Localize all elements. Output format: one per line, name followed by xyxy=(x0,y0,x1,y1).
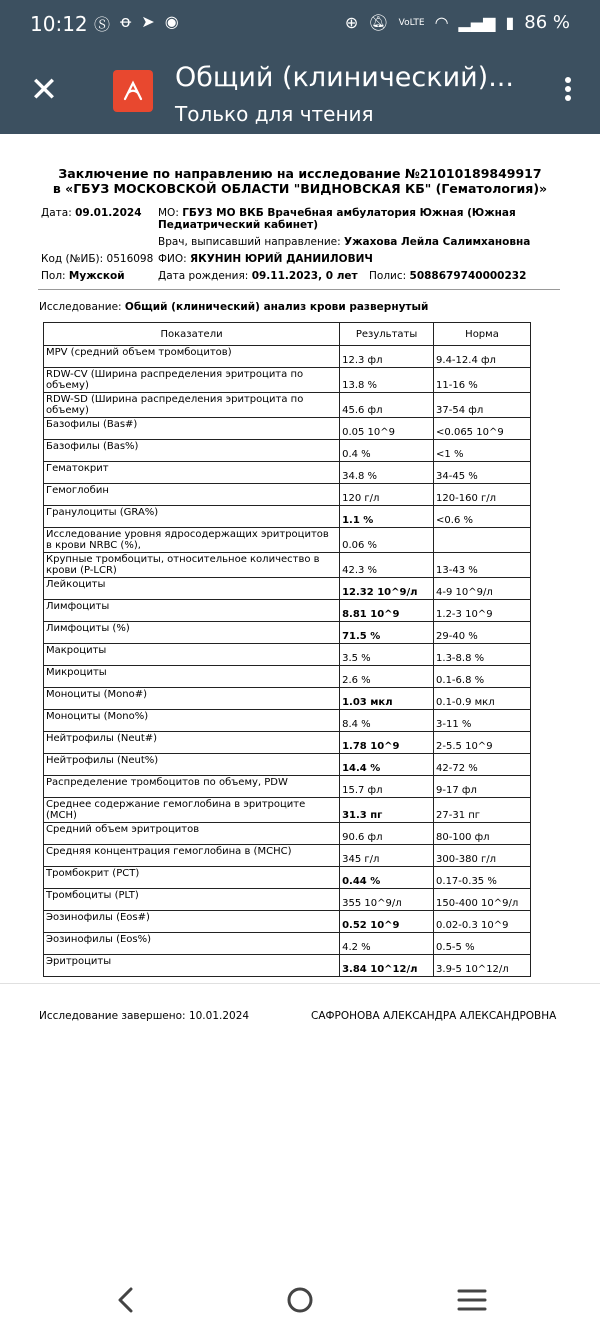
row-norm: 1.2-3 10^9 xyxy=(434,600,531,622)
row-result: 4.2 % xyxy=(340,933,434,955)
table-row xyxy=(44,368,531,393)
table-row xyxy=(44,688,531,710)
table-row xyxy=(44,823,531,845)
row-indicator: Лимфоциты (%) xyxy=(44,622,340,644)
mute-icon: 🔕︎ xyxy=(368,13,389,32)
row-result: 0.52 10^9 xyxy=(340,911,434,933)
row-indicator: Нейтрофилы (Neut%) xyxy=(44,754,340,776)
row-result: 0.06 % xyxy=(340,528,434,553)
table-row xyxy=(44,732,531,754)
table-row xyxy=(44,867,531,889)
row-result: 1.03 мкл xyxy=(340,688,434,710)
row-norm: 120-160 г/л xyxy=(434,484,531,506)
row-indicator: Крупные тромбоциты, относительное количество в крови (P-LCR) xyxy=(44,553,340,578)
pdf-icon xyxy=(113,70,153,112)
more-options-icon[interactable] xyxy=(558,74,578,110)
row-result: 1.1 % xyxy=(340,506,434,528)
row-norm: 0.1-0.9 мкл xyxy=(434,688,531,710)
row-norm: 3-11 % xyxy=(434,710,531,732)
battery-level: 86 % xyxy=(524,12,570,33)
row-norm: 0.17-0.35 % xyxy=(434,867,531,889)
row-indicator: Гранулоциты (GRA%) xyxy=(44,506,340,528)
row-indicator: Исследование уровня ядросодержащих эритроцитов в крови NRBC (%), xyxy=(44,528,340,553)
row-result: 3.5 % xyxy=(340,644,434,666)
row-result: 71.5 % xyxy=(340,622,434,644)
sex-field: Пол: Мужской xyxy=(41,270,125,282)
row-norm: 27-31 пг xyxy=(434,798,531,823)
code-field: Код (№ИБ): 0516098 xyxy=(41,253,154,265)
row-result: 0.05 10^9 xyxy=(340,418,434,440)
divider xyxy=(38,289,560,290)
document-heading-line1: Заключение по направлению на исследование №21010189849917 xyxy=(58,166,542,181)
row-norm: 13-43 % xyxy=(434,553,531,578)
row-indicator: MPV (средний объем тромбоцитов) xyxy=(44,346,340,368)
row-result: 13.8 % xyxy=(340,368,434,393)
data-saver-icon: ⊕ xyxy=(344,13,359,32)
status-bar xyxy=(0,0,600,48)
table-row xyxy=(44,622,531,644)
table-row xyxy=(44,528,531,553)
row-result: 1.78 10^9 xyxy=(340,732,434,754)
row-norm: <0.065 10^9 xyxy=(434,418,531,440)
row-result: 0.4 % xyxy=(340,440,434,462)
row-result: 45.6 фл xyxy=(340,393,434,418)
row-indicator: Базофилы (Bas#) xyxy=(44,418,340,440)
document-heading-line2: в «ГБУЗ МОСКОВСКОЙ ОБЛАСТИ "ВИДНОВСКАЯ КБ" (Гематология)» xyxy=(52,181,548,196)
row-indicator: RDW-CV (Ширина распределения эритроцита по объему) xyxy=(44,368,340,393)
app-bar xyxy=(0,48,600,134)
row-norm: 300-380 г/л xyxy=(434,845,531,867)
row-indicator: Эозинофилы (Eos%) xyxy=(44,933,340,955)
row-result: 42.3 % xyxy=(340,553,434,578)
row-norm: 9-17 фл xyxy=(434,776,531,798)
table-row xyxy=(44,440,531,462)
row-indicator: Средний объем эритроцитов xyxy=(44,823,340,845)
row-result: 8.81 10^9 xyxy=(340,600,434,622)
row-indicator: Эозинофилы (Eos#) xyxy=(44,911,340,933)
row-norm: 11-16 % xyxy=(434,368,531,393)
row-norm: 150-400 10^9/л xyxy=(434,889,531,911)
row-norm: 0.1-6.8 % xyxy=(434,666,531,688)
volte-icon: VoLTE xyxy=(398,17,425,28)
table-row xyxy=(44,911,531,933)
row-indicator: Эритроциты xyxy=(44,955,340,977)
row-result: 8.4 % xyxy=(340,710,434,732)
header-norm: Норма xyxy=(434,323,531,346)
row-norm: <1 % xyxy=(434,440,531,462)
study-field: Исследование: Общий (клинический) анализ крови развернутый xyxy=(39,301,429,313)
signer-name: САФРОНОВА АЛЕКСАНДРА АЛЕКСАНДРОВНА xyxy=(311,1010,557,1022)
row-norm: 80-100 фл xyxy=(434,823,531,845)
row-result: 34.8 % xyxy=(340,462,434,484)
table-row xyxy=(44,798,531,823)
table-row xyxy=(44,393,531,418)
doctor-field: Врач, выписавший направление: Ужахова Лейла Салимхановна xyxy=(158,236,531,248)
table-row xyxy=(44,845,531,867)
table-row xyxy=(44,776,531,798)
row-norm: <0.6 % xyxy=(434,506,531,528)
row-indicator: Моноциты (Mono%) xyxy=(44,710,340,732)
row-indicator: Микроциты xyxy=(44,666,340,688)
row-indicator: Макроциты xyxy=(44,644,340,666)
back-icon[interactable] xyxy=(107,1284,147,1316)
row-indicator: Лимфоциты xyxy=(44,600,340,622)
table-row xyxy=(44,484,531,506)
row-norm: 29-40 % xyxy=(434,622,531,644)
row-indicator: Моноциты (Mono#) xyxy=(44,688,340,710)
document-title: Общий (клинический)... xyxy=(175,62,514,93)
row-result: 14.4 % xyxy=(340,754,434,776)
row-indicator: Среднее содержание гемоглобина в эритроците (MCH) xyxy=(44,798,340,823)
row-norm: 34-45 % xyxy=(434,462,531,484)
mo-field-cont: Педиатрический кабинет) xyxy=(158,219,319,231)
row-indicator: Лейкоциты xyxy=(44,578,340,600)
table-row xyxy=(44,754,531,776)
row-indicator: RDW-SD (Ширина распределения эритроцита по объему) xyxy=(44,393,340,418)
row-result: 12.3 фл xyxy=(340,346,434,368)
table-row xyxy=(44,666,531,688)
row-norm: 37-54 фл xyxy=(434,393,531,418)
navigation-bar xyxy=(0,1270,600,1332)
row-indicator: Средняя концентрация гемоглобина в (MCHC) xyxy=(44,845,340,867)
table-row xyxy=(44,462,531,484)
row-result: 0.44 % xyxy=(340,867,434,889)
row-result: 3.84 10^12/л xyxy=(340,955,434,977)
row-result: 120 г/л xyxy=(340,484,434,506)
row-result: 345 г/л xyxy=(340,845,434,867)
row-indicator: Гематокрит xyxy=(44,462,340,484)
policy-field: Полис: 5088679740000232 xyxy=(369,270,527,282)
signal-icon: ▂▄▆ xyxy=(458,13,496,32)
ok-app-icon: ꝋ xyxy=(120,12,132,31)
table-row xyxy=(44,710,531,732)
dob-field: Дата рождения: 09.11.2023, 0 лет xyxy=(158,270,358,282)
read-only-label: Только для чтения xyxy=(175,102,374,126)
battery-icon: ▮ xyxy=(505,13,515,32)
recents-icon[interactable] xyxy=(452,1284,492,1316)
document-page xyxy=(0,134,600,1022)
table-row xyxy=(44,346,531,368)
table-row xyxy=(44,506,531,528)
header-result: Результаты xyxy=(340,323,434,346)
row-indicator: Базофилы (Bas%) xyxy=(44,440,340,462)
date-field: Дата: 09.01.2024 xyxy=(41,207,142,219)
row-result: 15.7 фл xyxy=(340,776,434,798)
table-row xyxy=(44,955,531,977)
row-norm: 1.3-8.8 % xyxy=(434,644,531,666)
row-result: 2.6 % xyxy=(340,666,434,688)
wifi-icon: ◠ xyxy=(434,13,449,32)
mo-field: МО: ГБУЗ МО ВКБ Врачебная амбулатория Южная (Южная xyxy=(158,207,516,219)
row-norm xyxy=(434,528,531,553)
row-indicator: Распределение тромбоцитов по объему, PDW xyxy=(44,776,340,798)
table-row xyxy=(44,578,531,600)
header-indicator: Показатели xyxy=(44,323,340,346)
row-indicator: Нейтрофилы (Neut#) xyxy=(44,732,340,754)
completed-field: Исследование завершено: 10.01.2024 xyxy=(39,1010,250,1022)
table-header xyxy=(44,323,531,346)
row-result: 355 10^9/л xyxy=(340,889,434,911)
row-indicator: Тромбоциты (PLT) xyxy=(44,889,340,911)
page-separator xyxy=(0,983,600,984)
s-app-icon: Ⓢ xyxy=(94,15,111,34)
table-row xyxy=(44,933,531,955)
results-table xyxy=(43,322,531,977)
row-indicator: Тромбокрит (PCT) xyxy=(44,867,340,889)
close-icon[interactable]: ✕ xyxy=(29,70,59,110)
table-row xyxy=(44,553,531,578)
telegram-icon: ➤ xyxy=(141,12,155,31)
table-row xyxy=(44,600,531,622)
row-indicator: Гемоглобин xyxy=(44,484,340,506)
fio-field: ФИО: ЯКУНИН ЮРИЙ ДАНИИЛОВИЧ xyxy=(158,253,373,265)
row-result: 90.6 фл xyxy=(340,823,434,845)
table-row xyxy=(44,418,531,440)
clock: 10:12 xyxy=(30,12,88,36)
row-result: 31.3 пг xyxy=(340,798,434,823)
row-norm: 0.5-5 % xyxy=(434,933,531,955)
home-icon[interactable] xyxy=(280,1284,320,1316)
row-norm: 2-5.5 10^9 xyxy=(434,732,531,754)
app-notification-icon: ◉ xyxy=(164,12,179,31)
row-result: 12.32 10^9/л xyxy=(340,578,434,600)
table-row xyxy=(44,644,531,666)
row-norm: 4-9 10^9/л xyxy=(434,578,531,600)
row-norm: 42-72 % xyxy=(434,754,531,776)
row-norm: 3.9-5 10^12/л xyxy=(434,955,531,977)
table-row xyxy=(44,889,531,911)
row-norm: 9.4-12.4 фл xyxy=(434,346,531,368)
row-norm: 0.02-0.3 10^9 xyxy=(434,911,531,933)
